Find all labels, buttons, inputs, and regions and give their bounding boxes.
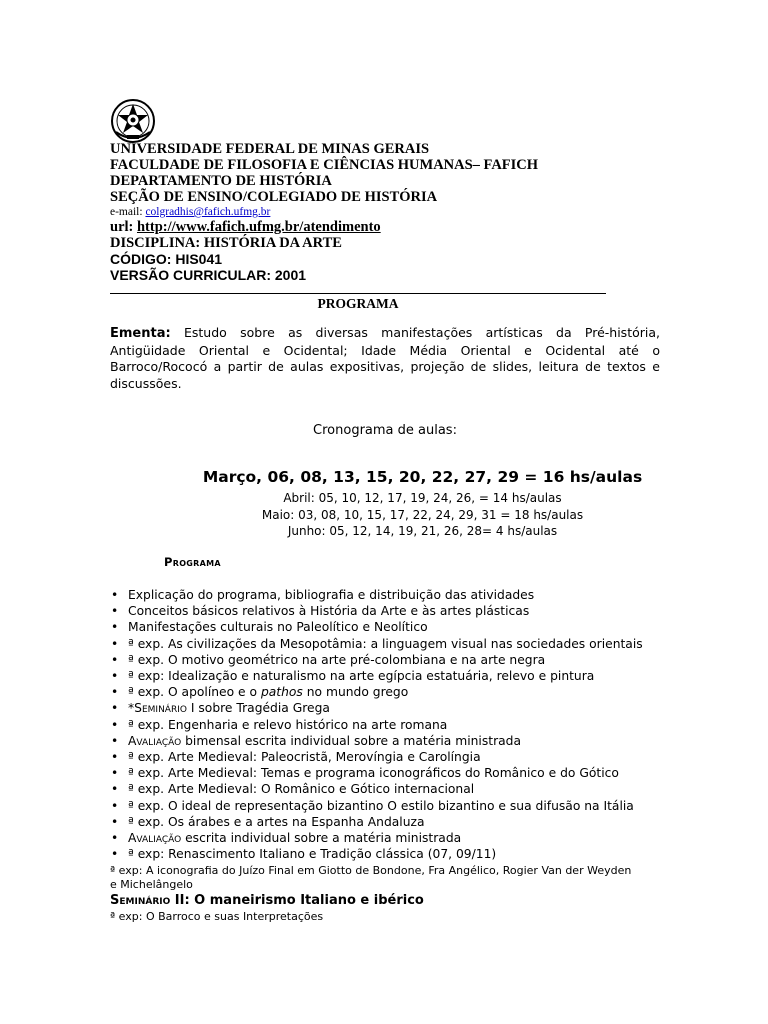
tail-line-michelangelo: e Michelângelo (110, 878, 193, 891)
list-item (110, 749, 670, 765)
cronograma-heading: Cronograma de aulas: (313, 423, 457, 438)
programa-subheading: Programa (164, 555, 221, 569)
list-item-text: I sobre Tragédia Grega (186, 701, 330, 716)
course-code: CÓDIGO: HIS041 (110, 251, 223, 267)
list-item (110, 684, 670, 700)
list-item-text: ª exp: Renascimento Italiano e Tradição clássica (07, 09/11) (128, 847, 497, 862)
curriculum-version: VERSÃO CURRICULAR: 2001 (110, 267, 307, 283)
schedule-march: Março, 06, 08, 13, 15, 20, 22, 27, 29 = 16 hs/aulas (202, 468, 643, 486)
section-name: SEÇÃO DE ENSINO/COLEGIADO DE HISTÓRIA (110, 189, 438, 205)
list-item-text: bimensal escrita individual sobre a matéria ministrada (181, 733, 522, 748)
list-item-smallcaps: Seminário (134, 701, 187, 716)
list-item (110, 830, 670, 846)
list-item (110, 603, 670, 619)
program-tail (110, 864, 670, 924)
list-item-text: ª exp. O apolíneo e o (128, 685, 261, 700)
email-link[interactable]: colgradhis@fafich.ufmg.br (145, 206, 271, 218)
list-item-text: Conceitos básicos relativos à História da Arte e às artes plásticas (128, 604, 530, 619)
tail-line-giotto: ª exp: A iconografia do Juízo Final em Giotto de Bondone, Fra Angélico, Rogier Van der Weyden (110, 864, 632, 877)
list-item-text: ª exp. O motivo geométrico na arte pré-colombiana e na arte negra (128, 652, 546, 667)
list-item-text: * (128, 701, 135, 716)
list-item-text: escrita individual sobre a matéria ministrada (181, 831, 462, 846)
schedule-may: Maio: 03, 08, 10, 15, 17, 22, 24, 29, 31 = 18 hs/aulas (261, 507, 584, 522)
horizontal-rule (110, 293, 606, 294)
faculty-name: FACULDADE DE FILOSOFIA E CIÊNCIAS HUMANAS– FAFICH (110, 157, 539, 173)
seminar-two-heading (110, 892, 670, 910)
ementa-paragraph (110, 325, 660, 392)
list-item-text: ª exp. Os árabes e a artes na Espanha Andaluza (128, 814, 425, 829)
list-item-text: ª exp. Arte Medieval: O Românico e Gótico internacional (128, 782, 475, 797)
url-line (110, 219, 538, 235)
list-item (110, 636, 670, 652)
list-item-text: ª exp: Idealização e naturalismo na arte egípcia estatuária, relevo e pintura (128, 669, 595, 684)
list-item (110, 733, 670, 749)
list-item (110, 700, 670, 716)
list-item-text: no mundo grego (302, 685, 409, 700)
email-label: e-mail: (110, 206, 146, 218)
list-item (110, 668, 670, 684)
list-item-text: Manifestações culturais no Paleolítico e Neolítico (128, 620, 428, 635)
list-item-text: ª exp. Arte Medieval: Temas e programa iconográficos do Românico e do Gótico (128, 766, 619, 781)
institution-header (110, 141, 538, 283)
list-item-text: ª exp. O ideal de representação bizantino O estilo bizantino e sua difusão na Itália (128, 798, 634, 813)
ementa-label: Ementa: (110, 326, 171, 341)
university-name: UNIVERSIDADE FEDERAL DE MINAS GERAIS (110, 141, 430, 157)
schedule-months (110, 490, 735, 540)
list-item (110, 587, 670, 603)
ementa-text: Estudo sobre as diversas manifestações artísticas da Pré-história, Antigüidade Oriental e Ocidental; Idade Média Oriental e Ocidental até o Barroco/Rococó a partir de aulas expositivas, projeção de slides, leitura de textos e discussões. (110, 325, 660, 391)
programa-heading: PROGRAMA (317, 296, 399, 311)
discipline: DISCIPLINA: HISTÓRIA DA ARTE (110, 235, 342, 251)
tail-line-barroco: ª exp: O Barroco e suas Interpretações (110, 910, 324, 923)
schedule-june: Junho: 05, 12, 14, 19, 21, 26, 28= 4 hs/aulas (287, 524, 558, 538)
list-item-smallcaps: Avaliação (128, 831, 182, 846)
list-item (110, 846, 670, 862)
list-item-italic: pathos (260, 685, 303, 700)
list-item (110, 798, 670, 814)
schedule-april: Abril: 05, 10, 12, 17, 19, 24, 26, = 14 hs/aulas (283, 491, 562, 505)
list-item (110, 765, 670, 781)
list-item (110, 652, 670, 668)
seminar-two-title: II: O maneirismo Italiano e ibérico (170, 893, 424, 908)
list-item (110, 814, 670, 830)
program-list (110, 587, 670, 862)
list-item-text: Explicação do programa, bibliografia e distribuição das atividades (128, 588, 535, 602)
coat-of-arms-seal (110, 98, 156, 144)
seminar-two-label: Seminário (110, 893, 171, 908)
list-item-text: ª exp. Arte Medieval: Paleocristã, Merovíngia e Carolíngia (128, 750, 481, 765)
list-item-text: ª exp. Engenharia e relevo histórico na arte romana (128, 717, 448, 732)
list-item (110, 781, 670, 797)
url-link[interactable]: http://www.fafich.ufmg.br/atendimento (136, 219, 381, 235)
list-item (110, 717, 670, 733)
list-item (110, 619, 670, 635)
list-item-text: ª exp. As civilizações da Mesopotâmia: a linguagem visual nas sociedades orientais (128, 636, 643, 651)
email-line (110, 205, 538, 219)
department-name: DEPARTAMENTO DE HISTÓRIA (110, 173, 332, 189)
list-item-smallcaps: Avaliação (128, 733, 182, 748)
url-label: url: (110, 219, 137, 235)
